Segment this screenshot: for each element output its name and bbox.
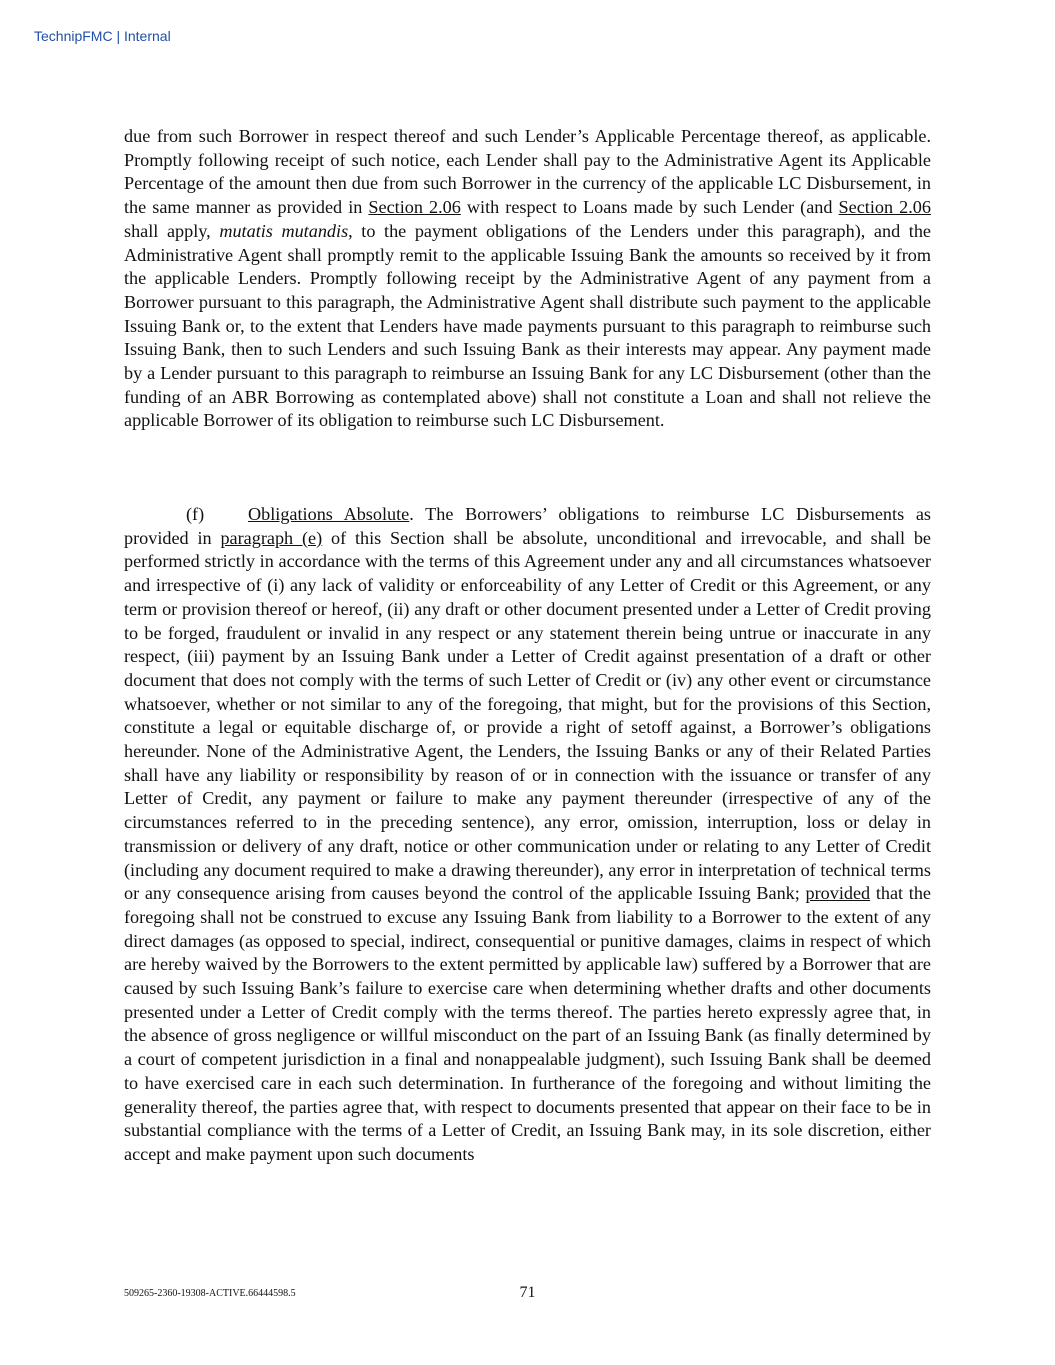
- para1-text-1: due from such Borrower in respect thereof and such Lender’s Applicable Percentage thereof, as applicable. Promptly following receipt of such notice, each Lender shall pay to the Administrative Agent its Applicable Percentage of the amount then due from such Borrower in the currency of the applicable LC Disbursement, in the same manner as provided in: [124, 126, 931, 218]
- para2-text-2: of this Section shall be absolute, unconditional and irrevocable, and shall be performed strictly in accordance with the terms of this Agreement under any and all circumstances whatsoever and irrespective of (i) any lack of validity or enforceability of any Letter of Credit or this Agreement, or any term or provision thereof or hereof, (ii) any draft or other document presented under a Letter of Credit proving to be forged, fraudulent or invalid in any respect or any statement therein being untrue or inaccurate in any respect, (iii) payment by an Issuing Bank under a Letter of Credit against presentation of a draft or other document that does not comply with the terms of such Letter of Credit or (iv) any other event or circumstance whatsoever, whether or not similar to any of the foregoing, that might, but for the provisions of this Section, constitute a legal or equitable discharge of, or provide a right of setoff against, a Borrower’s obligations hereunder. None of the Administrative Agent, the Lenders, the Issuing Banks or any of their Related Parties shall have any liability or responsibility by reason of or in connection with the issuance or transfer of any Letter of Credit, any payment or failure to make any payment thereunder (irrespective of any of the circumstances referred to in the preceding sentence), any error, omission, interruption, loss or delay in transmission or delivery of any draft, notice or other communication under or relating to any Letter of Credit (including any document required to make a drawing thereunder), any error in interpretation of technical terms or any consequence arising from causes beyond the control of the applicable Issuing Bank;: [124, 527, 931, 904]
- section-heading: Obligations Absolute: [248, 504, 410, 524]
- paragraph-marker: (f): [186, 504, 205, 524]
- provided-term: provided: [805, 883, 871, 904]
- para1-text-4: , to the payment obligations of the Lenders under this paragraph), and the Administrative Agent shall promptly remit to the applicable Issuing Bank the amounts so received by it from the applicable Lenders. Promptly following receipt by the Administrative Agent of any payment from a Borrower pursuant to this paragraph, the Administrative Agent shall distribute such payment to the applicable Issuing Bank or, to the extent that Lenders have made payments pursuant to this paragraph to reimburse such Issuing Bank, then to such Lenders and such Issuing Bank as their interests may appear. Any payment made by a Lender pursuant to this paragraph to reimburse an Issuing Bank for any LC Disbursement (other than the funding of an ABR Borrowing as contemplated above) shall not constitute a Loan and shall not relieve the applicable Borrower of its obligation to reimburse such LC Disbursement.: [124, 220, 931, 431]
- classification-label: TechnipFMC | Internal: [34, 28, 171, 44]
- page-number: 71: [519, 1284, 536, 1301]
- document-id: 509265-2360-19308-ACTIVE.66444598.5: [124, 1288, 296, 1299]
- paragraph-e-reference: paragraph (e): [220, 527, 323, 548]
- paragraph-e-continued: [124, 125, 931, 433]
- para2-text-3: that the foregoing shall not be construed to excuse any Issuing Bank from liability to a Borrower to the extent of any direct damages (as opposed to special, indirect, consequential or punitive damages, claims in respect of which are hereby waived by the Borrowers to the extent permitted by applicable law) suffered by a Borrower that are caused by such Issuing Bank’s failure to exercise care when determining whether drafts and other documents presented under a Letter of Credit comply with the terms thereof. The parties hereto expressly agree that, in the absence of gross negligence or willful misconduct on the part of an Issuing Bank (as finally determined by a court of competent jurisdiction in a final and nonappealable judgment), such Issuing Bank shall be deemed to have exercised care in each such determination. In furtherance of the foregoing and without limiting the generality thereof, the parties agree that, with respect to documents presented that appear on their face to be in substantial compliance with the terms of a Letter of Credit, an Issuing Bank may, in its sole discretion, either accept and make payment upon such documents: [124, 883, 931, 1164]
- para1-text-2: with respect to Loans made by such Lender (and: [460, 197, 839, 218]
- paragraph-f-obligations-absolute: [124, 503, 931, 1167]
- para2-text-1: . The Borrowers’ obligations to reimburse LC Disbursements as provided in: [124, 504, 932, 548]
- para1-text-3: shall apply,: [124, 220, 220, 241]
- section-2-06-reference-2: Section 2.06: [838, 197, 931, 218]
- section-2-06-reference: Section 2.06: [368, 197, 461, 218]
- mutatis-mutandis-text: mutatis mutandis: [219, 220, 349, 241]
